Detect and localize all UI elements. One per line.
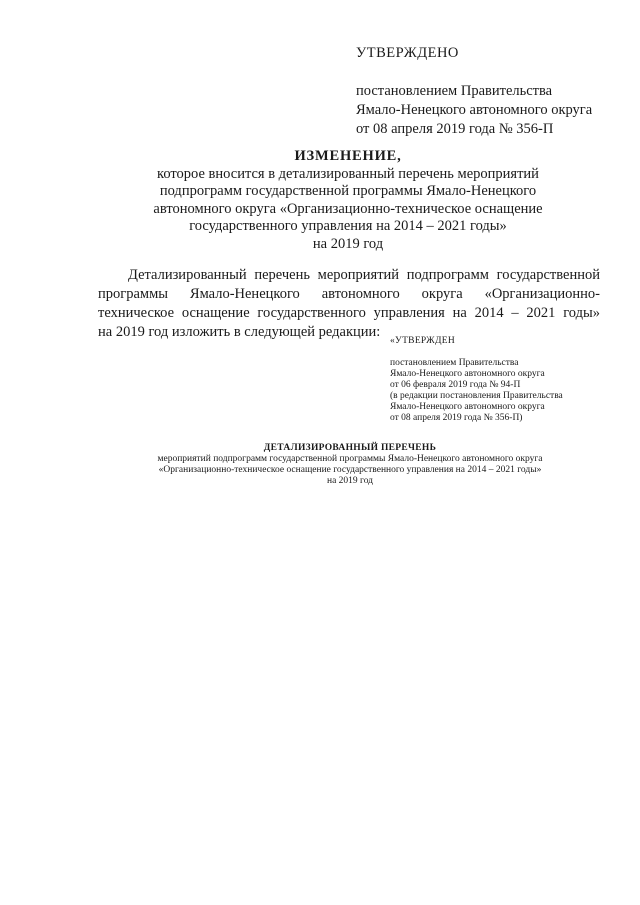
change-subtitle-line: подпрограмм государственной программы Ямало-Ненецкого [159,183,537,199]
inner-approval-title: «УТВЕРЖДЕН [390,336,456,346]
body-paragraph [98,266,600,342]
approval-title: УТВЕРЖДЕНО [356,45,459,61]
list-subtitle-line: мероприятий подпрограмм государственной программы Ямало-Ненецкого автономного округа [157,454,543,464]
list-subtitle-line: на 2019 год [326,476,374,486]
list-subtitle-line: «Организационно-техническое оснащение государственного управления на 2014 – 2021 годы» [158,465,542,475]
change-heading: ИЗМЕНЕНИЕ, [294,148,402,164]
approval-line: Ямало-Ненецкого автономного округа [356,102,593,118]
inner-approval-line: Ямало-Ненецкого автономного округа [390,402,545,412]
approval-line: от 08 апреля 2019 года № 356-П [356,121,554,137]
inner-approval-line: от 06 февраля 2019 года № 94-П [390,380,521,390]
change-subtitle-line: государственного управления на 2014 – 2021 годы» [189,218,507,234]
inner-approval-stamp [390,336,610,424]
paragraph-line: программы Ямало-Ненецкого автономного округа «Организационно- [98,286,600,302]
change-subtitle-line: автономного округа «Организационно-техническое оснащение [153,200,543,217]
paragraph-line: на 2019 год изложить в следующей редакции: [98,324,381,340]
change-subtitle-line: которое вносится в детализированный перечень мероприятий [157,165,539,182]
list-heading: ДЕТАЛИЗИРОВАННЫЙ ПЕРЕЧЕНЬ [263,443,437,453]
change-subtitle-line: на 2019 год [312,235,384,252]
inner-approval-line: Ямало-Ненецкого автономного округа [390,369,545,379]
inner-approval-line: от 08 апреля 2019 года № 356-П) [390,413,523,423]
paragraph-line: техническое оснащение государственного управления на 2014 – 2021 годы» [98,305,600,321]
detailed-list-title-block [120,443,580,487]
inner-approval-line: постановлением Правительства [390,358,519,368]
paragraph-line: Детализированный перечень мероприятий подпрограмм государственной [128,267,600,283]
inner-approval-line: (в редакции постановления Правительства [390,391,563,401]
approval-stamp [356,44,626,139]
change-title-block [100,148,596,253]
approval-line: постановлением Правительства [356,83,553,99]
